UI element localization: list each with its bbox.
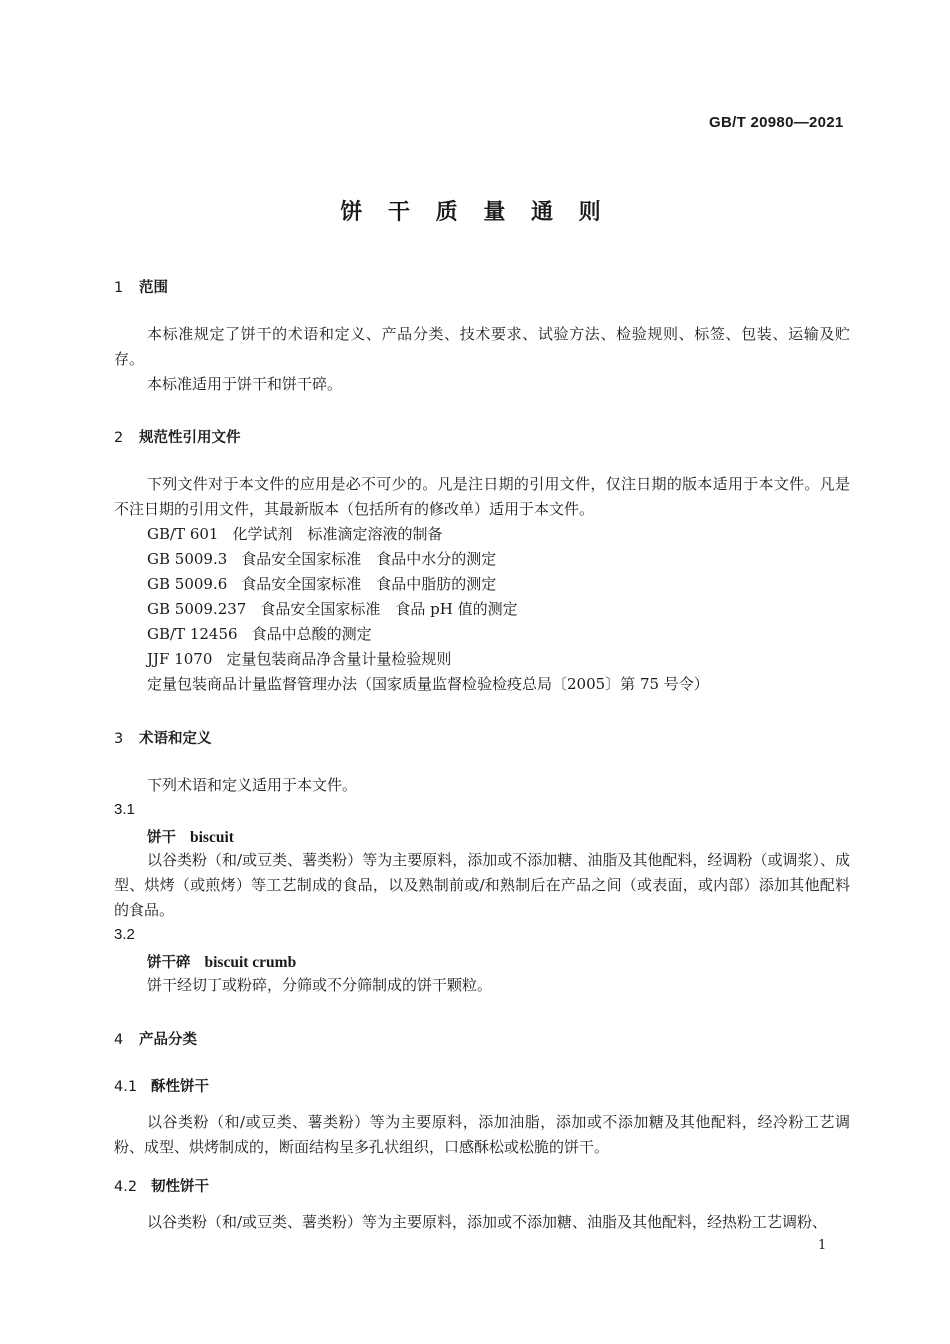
reference-item — [147, 622, 372, 647]
term-chinese: 饼干 — [147, 830, 176, 846]
scope-applicability: 本标准适用于饼干和饼干碎。 — [147, 375, 343, 393]
term-number: 3.1 — [114, 801, 135, 818]
reference-code: GB 5009.6 — [147, 575, 228, 593]
section-4-heading — [114, 1028, 197, 1049]
reference-item — [147, 522, 442, 547]
reference-name: 食品安全国家标准 食品中水分的测定 — [241, 550, 497, 568]
section-number: 1 — [114, 280, 124, 296]
section-title: 产品分类 — [139, 1032, 197, 1048]
scope-paragraph: 本标准规定了饼干的术语和定义、产品分类、技术要求、试验方法、检验规则、标签、包装、运输及贮存。 — [114, 325, 850, 368]
subsection-4-2-heading — [114, 1175, 209, 1196]
reference-item — [147, 647, 451, 672]
reference-item — [147, 547, 496, 572]
term-heading — [147, 951, 296, 972]
reference-code: GB 5009.3 — [147, 550, 228, 568]
reference-item — [147, 597, 518, 622]
section-number: 2 — [114, 430, 124, 446]
subsection-title: 酥性饼干 — [151, 1079, 209, 1095]
reference-code: GB 5009.237 — [147, 600, 247, 618]
reference-name: 食品安全国家标准 食品中脂肪的测定 — [241, 575, 497, 593]
reference-code: GB/T 12456 — [147, 625, 238, 643]
term-definition: 以谷类粉（和/或豆类、薯类粉）等为主要原料，添加或不添加糖、油脂及其他配料，经调粉（或调浆）、成型、烘烤（或煎烤）等工艺制成的食品，以及熟制前或/和熟制后在产品之间（或表面，或内部）添加其他配料的食品。 — [114, 851, 850, 919]
section-title: 范围 — [139, 280, 168, 296]
section-title: 规范性引用文件 — [139, 430, 241, 446]
subsection-number: 4.1 — [114, 1079, 138, 1095]
term-english: biscuit crumb — [204, 954, 297, 971]
section-1-heading — [114, 276, 168, 297]
terms-intro: 下列术语和定义适用于本文件。 — [147, 776, 358, 794]
reference-item: 定量包装商品计量监督管理办法（国家质量监督检验检疫总局〔2005〕第 75 号令） — [147, 675, 709, 693]
reference-code: GB/T 601 — [147, 525, 219, 543]
term-english: biscuit — [190, 829, 234, 846]
reference-name: 定量包装商品净含量计量检验规则 — [226, 650, 452, 668]
term-definition: 饼干经切丁或粉碎，分筛或不分筛制成的饼干颗粒。 — [147, 976, 493, 994]
reference-name: 食品中总酸的测定 — [251, 625, 372, 643]
section-title: 术语和定义 — [139, 731, 212, 747]
term-number: 3.2 — [114, 926, 135, 943]
subsection-title: 韧性饼干 — [151, 1179, 209, 1195]
standard-number: GB/T 20980—2021 — [709, 114, 844, 131]
section-3-heading — [114, 727, 212, 748]
subsection-4-1-heading — [114, 1075, 209, 1096]
page-number: 1 — [818, 1238, 827, 1253]
reference-name: 化学试剂 标准滴定溶液的制备 — [232, 525, 443, 543]
subsection-number: 4.2 — [114, 1179, 138, 1195]
reference-code: JJF 1070 — [147, 650, 213, 668]
section-number: 3 — [114, 731, 124, 747]
reference-item — [147, 572, 496, 597]
section-2-heading — [114, 426, 241, 447]
term-heading — [147, 826, 234, 847]
category-description: 以谷类粉（和/或豆类、薯类粉）等为主要原料，添加油脂，添加或不添加糖及其他配料，经冷粉工艺调粉、成型、烘烤制成的，断面结构呈多孔状组织，口感酥松或松脆的饼干。 — [114, 1113, 850, 1156]
references-intro: 下列文件对于本文件的应用是必不可少的。凡是注日期的引用文件，仅注日期的版本适用于本文件。凡是不注日期的引用文件，其最新版本（包括所有的修改单）适用于本文件。 — [114, 475, 850, 518]
category-description: 以谷类粉（和/或豆类、薯类粉）等为主要原料，添加或不添加糖、油脂及其他配料，经热粉工艺调粉、 — [147, 1213, 828, 1231]
reference-name: 食品安全国家标准 食品 pH 值的测定 — [260, 600, 518, 618]
document-title: 饼 干 质 量 通 则 — [340, 200, 610, 225]
section-number: 4 — [114, 1032, 124, 1048]
term-chinese: 饼干碎 — [147, 955, 191, 971]
